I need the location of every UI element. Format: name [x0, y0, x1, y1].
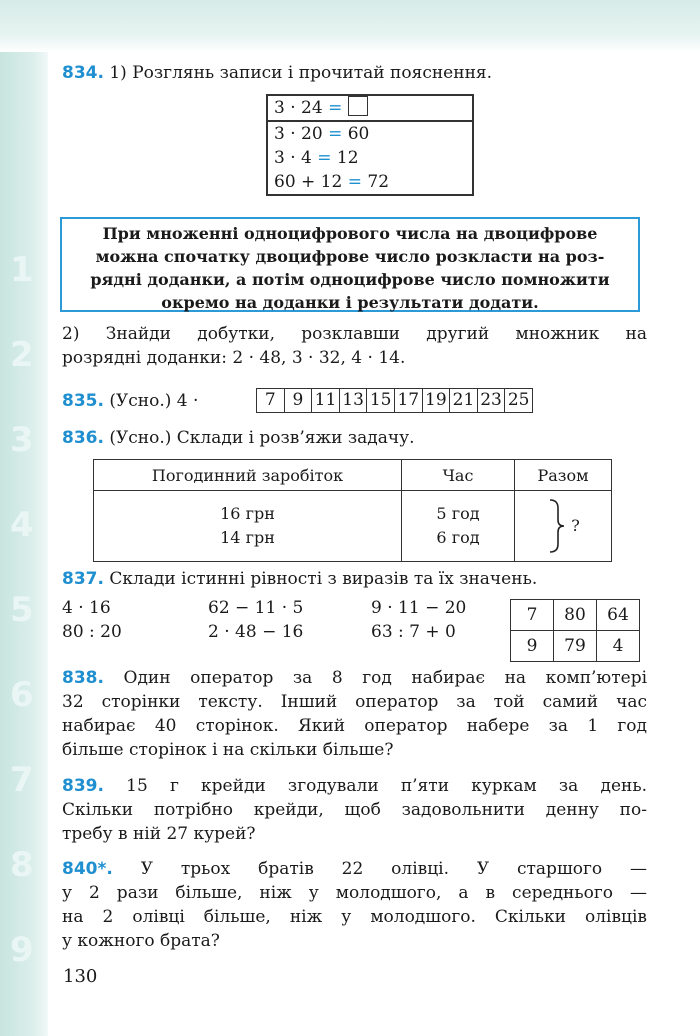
header-total: Разом [515, 460, 612, 491]
box-line-right: 60 [347, 124, 370, 144]
ex834-number: 834. [62, 63, 104, 83]
box-line-right: 72 [367, 172, 390, 192]
earning-value: 14 грн [220, 528, 275, 547]
ex840-line [62, 857, 647, 881]
ex838-line [62, 666, 647, 690]
expression: 63 : 7 + 0 [371, 622, 456, 642]
rule-line: рядні доданки, а потім одноцифрове число помножити [90, 270, 610, 289]
ex837-text [62, 567, 647, 591]
seq-cell: 11 [312, 389, 340, 412]
ex837-values-table [510, 599, 640, 662]
seq-cell: 21 [450, 389, 478, 412]
expression: 4 · 16 [62, 598, 111, 618]
table-row [511, 600, 640, 631]
answer-square [348, 96, 368, 116]
ex836-number: 836. [62, 428, 104, 448]
ex836-text [62, 426, 647, 450]
ex839-line [62, 774, 647, 798]
box-line [268, 122, 472, 146]
ex839-text: 15 г крейди згодували п’яти куркам за день. [126, 776, 647, 796]
rule-line: окремо на доданки і результати додати. [161, 293, 539, 312]
table-row [94, 491, 612, 562]
box-line-right: 12 [336, 148, 359, 168]
seq-cell: 17 [395, 389, 423, 412]
seq-cell: 23 [478, 389, 506, 412]
ex838-number: 838. [62, 668, 104, 688]
ex834-task2-line: розрядні доданки: 2 · 48, 3 · 32, 4 · 14. [62, 348, 406, 368]
expression: 62 − 11 · 5 [208, 598, 304, 618]
box-line [268, 170, 472, 194]
rule-box [60, 217, 640, 312]
ex835-label: (Усно.) 4 · [109, 391, 199, 411]
seq-cell: 7 [257, 389, 285, 412]
rule-line: можна спочатку двоцифрове число розкласти на роз- [95, 247, 605, 266]
cell-total [515, 491, 612, 562]
side-number: 8 [10, 845, 34, 885]
ex834-intro [62, 61, 647, 85]
side-number: 9 [10, 930, 34, 970]
box-line-left: 3 · 4 [274, 148, 312, 168]
ex839-line: Скільки потрібно крейди, щоб задовольнити денну по- [62, 800, 647, 820]
ex840-line: у 2 рази більше, ніж у молодшого, а в середнього — [62, 883, 647, 903]
value-cell: 9 [511, 631, 554, 662]
side-decor-band [0, 52, 48, 1036]
time-value: 5 год [436, 504, 480, 523]
ex840-number: 840*. [62, 859, 113, 879]
box-header-equals: = [328, 98, 343, 118]
ex834-box [266, 94, 474, 196]
ex834-box-header [268, 96, 472, 122]
ex838-line: набирає 40 сторінок. Який оператор набере за 1 год [62, 716, 647, 736]
box-line-left: 60 + 12 [274, 172, 343, 192]
ex839-number: 839. [62, 776, 104, 796]
ex840-text: У трьох братів 22 олівці. У старшого — [140, 859, 647, 879]
ex837-label: Склади істинні рівності з виразів та їх значень. [109, 569, 538, 589]
earning-value: 16 грн [220, 504, 275, 523]
page-number: 130 [63, 966, 98, 987]
box-line-equals: = [347, 172, 362, 192]
value-cell: 4 [597, 631, 640, 662]
side-number: 4 [10, 505, 34, 545]
side-number: 6 [10, 675, 34, 715]
ex838-text: Один оператор за 8 год набирає на комп’ютері [123, 668, 648, 688]
side-number: 2 [10, 335, 34, 375]
ex838-line: більше сторінок і на скільки більше? [62, 740, 394, 760]
box-line-equals: = [317, 148, 332, 168]
value-cell: 64 [597, 600, 640, 631]
cell-earnings [94, 491, 402, 562]
box-line-equals: = [328, 124, 343, 144]
ex839-line: требу в ній 27 курей? [62, 824, 256, 844]
ex834-intro-text: 1) Розглянь записи і прочитай пояснення. [109, 63, 493, 83]
value-cell: 79 [554, 631, 597, 662]
ex838-line: 32 сторінки тексту. Інший оператор за той самий час [62, 692, 647, 712]
table-header-row [94, 460, 612, 491]
box-header-expression: 3 · 24 [274, 98, 323, 118]
header-earnings: Погодинний заробіток [94, 460, 402, 491]
ex835-number: 835. [62, 391, 104, 411]
ex840-line: у кожного брата? [62, 931, 220, 951]
side-number: 1 [10, 250, 34, 290]
expression: 80 : 20 [62, 622, 122, 642]
value-cell: 80 [554, 600, 597, 631]
seq-cell: 25 [507, 390, 530, 410]
ex840-line: на 2 олівці більше, ніж у молодшого. Скільки олівців [62, 907, 647, 927]
seq-cell: 9 [285, 389, 313, 412]
value-cell: 7 [511, 600, 554, 631]
seq-cell: 15 [367, 389, 395, 412]
box-line [268, 146, 472, 170]
seq-cell: 19 [423, 389, 451, 412]
header-time: Час [402, 460, 515, 491]
seq-cell: 13 [340, 389, 368, 412]
top-decor-band [0, 0, 700, 52]
rule-line: При множенні одноцифрового числа на двоцифрове [102, 224, 598, 243]
brace-icon [546, 498, 566, 554]
expression: 9 · 11 − 20 [371, 598, 467, 618]
ex834-task2-line: 2) Знайди добутки, розклавши другий множник на [62, 324, 647, 344]
side-number: 3 [10, 420, 34, 460]
ex835-sequence [256, 388, 533, 413]
box-line-left: 3 · 20 [274, 124, 323, 144]
total-question: ? [571, 516, 580, 535]
side-number: 5 [10, 590, 34, 630]
table-row [511, 631, 640, 662]
ex837-number: 837. [62, 569, 104, 589]
ex836-table [93, 459, 612, 562]
ex836-label: (Усно.) Склади і розв’яжи задачу. [109, 428, 415, 448]
cell-time [402, 491, 515, 562]
side-number: 7 [10, 760, 34, 800]
expression: 2 · 48 − 16 [208, 622, 304, 642]
time-value: 6 год [436, 528, 480, 547]
